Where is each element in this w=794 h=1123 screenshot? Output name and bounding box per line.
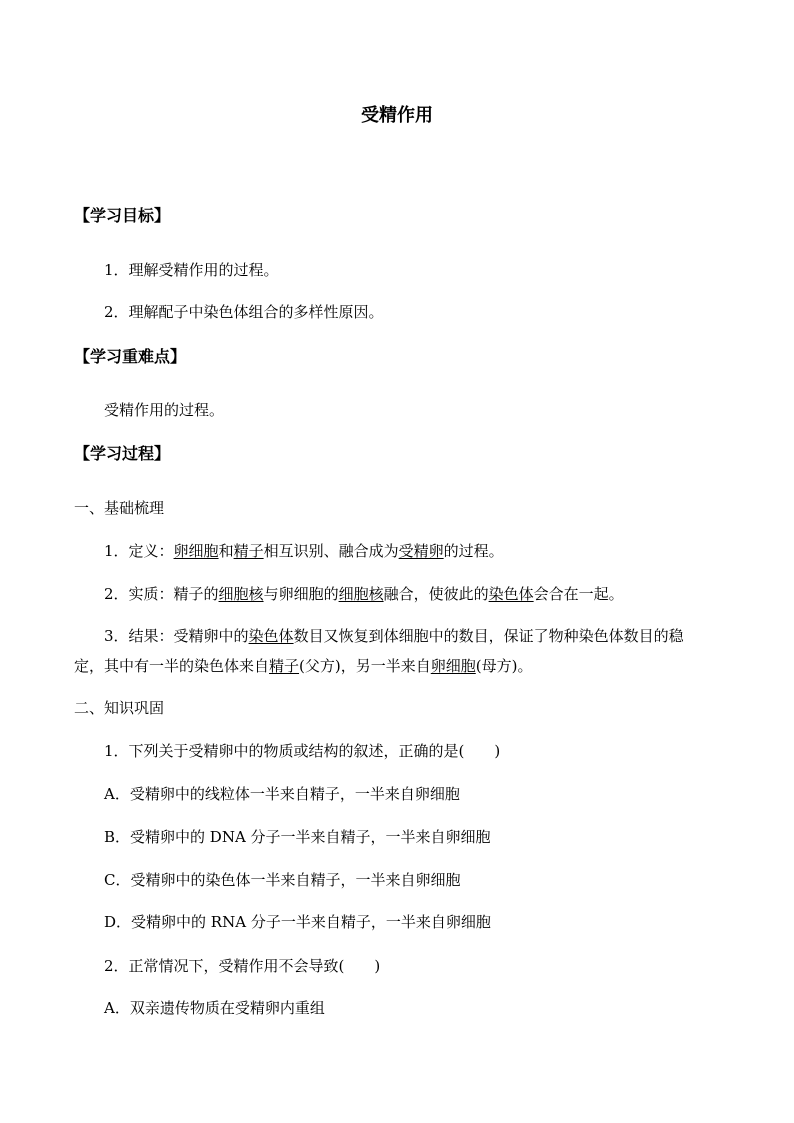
page-title: 受精作用 — [361, 105, 433, 126]
essence-prefix: 2．实质：精子的 — [104, 585, 219, 603]
result-line-2 — [74, 656, 532, 676]
essence-line — [104, 584, 624, 604]
question-1-stem: 1．下列关于受精卵中的物质或结构的叙述，正确的是( ) — [104, 742, 501, 760]
question-1-option-d: D．受精卵中的 RNA 分子一半来自精子，一半来自卵细胞 — [104, 913, 491, 931]
section-consolidation-heading: 二、知识巩固 — [74, 699, 165, 717]
definition-text: 和 — [218, 542, 234, 560]
result-line-1 — [104, 626, 684, 646]
question-2-stem: 2．正常情况下，受精作用不会导致( ) — [104, 957, 381, 975]
blank-answer: 精子 — [269, 657, 300, 675]
key-points-text: 受精作用的过程。 — [104, 401, 225, 419]
definition-text: 相互识别、融合成为 — [263, 542, 399, 560]
section-basics-heading: 一、基础梳理 — [74, 499, 165, 517]
blank-answer: 受精卵 — [398, 542, 444, 560]
question-1-option-a: A．受精卵中的线粒体一半来自精子，一半来自卵细胞 — [104, 785, 460, 803]
question-1-option-b: B．受精卵中的 DNA 分子一半来自精子，一半来自卵细胞 — [104, 828, 491, 846]
result-text: 定，其中有一半的染色体来自 — [74, 657, 270, 675]
definition-text: 的过程。 — [443, 542, 504, 560]
goal-item-1: 1．理解受精作用的过程。 — [104, 261, 279, 279]
learning-process-heading: 【学习过程】 — [74, 444, 171, 463]
result-text: 数目又恢复到体细胞中的数目，保证了物种染色体数目的稳 — [293, 627, 684, 645]
blank-answer: 染色体 — [488, 585, 534, 603]
definition-line — [104, 541, 504, 561]
blank-answer: 精子 — [233, 542, 264, 560]
question-1-option-c: C．受精卵中的染色体一半来自精子，一半来自卵细胞 — [104, 871, 461, 889]
learning-goals-heading: 【学习目标】 — [74, 206, 171, 225]
question-2-option-a: A．双亲遗传物质在受精卵内重组 — [104, 999, 325, 1017]
essence-text: 与卵细胞的 — [263, 585, 339, 603]
essence-text: 融合，使彼此的 — [383, 585, 489, 603]
result-prefix: 3．结果：受精卵中的 — [104, 627, 249, 645]
blank-answer: 细胞核 — [338, 585, 384, 603]
blank-answer: 染色体 — [248, 627, 294, 645]
blank-answer: 卵细胞 — [173, 542, 219, 560]
result-text: (父方)，另一半来自 — [299, 657, 431, 675]
definition-prefix: 1．定义： — [104, 542, 174, 560]
essence-text: 会合在一起。 — [533, 585, 624, 603]
result-text: (母方)。 — [475, 657, 533, 675]
goal-item-2: 2．理解配子中染色体组合的多样性原因。 — [104, 303, 384, 321]
key-points-heading: 【学习重难点】 — [74, 347, 187, 366]
blank-answer: 细胞核 — [218, 585, 264, 603]
blank-answer: 卵细胞 — [430, 657, 476, 675]
